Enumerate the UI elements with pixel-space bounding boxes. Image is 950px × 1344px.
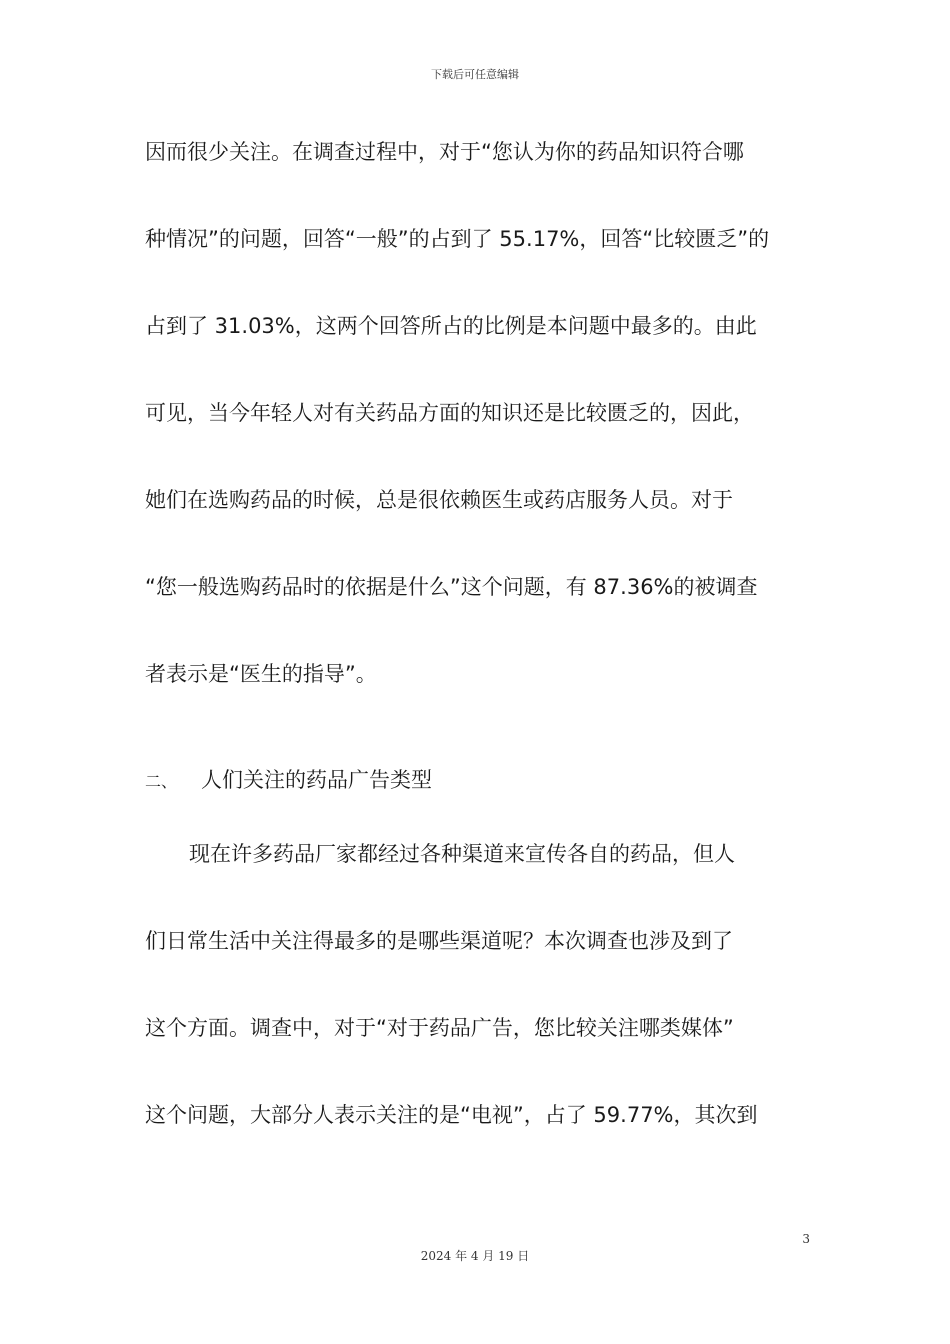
paragraph-line: 们日常生活中关注得最多的是哪些渠道呢？本次调查也涉及到了 xyxy=(145,929,733,953)
paragraph-line: 她们在选购药品的时候，总是很依赖医生或药店服务人员。对于 xyxy=(145,488,733,512)
paragraph-line: 这个问题，大部分人表示关注的是“电视”，占了 59.77%，其次到 xyxy=(145,1103,758,1127)
section-heading xyxy=(145,766,432,794)
paragraph-line: 者表示是“医生的指导”。 xyxy=(145,662,377,686)
paragraph-line: 可见，当今年轻人对有关药品方面的知识还是比较匮乏的，因此， xyxy=(145,401,754,425)
paragraph-line: 占到了 31.03%，这两个回答所占的比例是本问题中最多的。由此 xyxy=(145,314,757,338)
page-number: 3 xyxy=(802,1232,810,1246)
paragraph-line: 现在许多药品厂家都经过各种渠道来宣传各自的药品，但人 xyxy=(189,842,735,866)
paragraph-line: “您一般选购药品时的依据是什么”这个问题，有 87.36%的被调查 xyxy=(145,575,758,599)
section-title: 人们关注的药品广告类型 xyxy=(201,768,432,792)
paragraph-line: 这个方面。调查中，对于“对于药品广告，您比较关注哪类媒体” xyxy=(145,1016,734,1040)
paragraph-line: 种情况”的问题，回答“一般”的占到了 55.17%，回答“比较匮乏”的 xyxy=(145,227,770,251)
paragraph-line: 因而很少关注。在调查过程中，对于“您认为你的药品知识符合哪 xyxy=(145,140,744,164)
footer-date: 2024 年 4 月 19 日 xyxy=(420,1249,530,1263)
section-number: 二、 xyxy=(145,772,178,791)
page-header: 下载后可任意编辑 xyxy=(431,68,519,81)
